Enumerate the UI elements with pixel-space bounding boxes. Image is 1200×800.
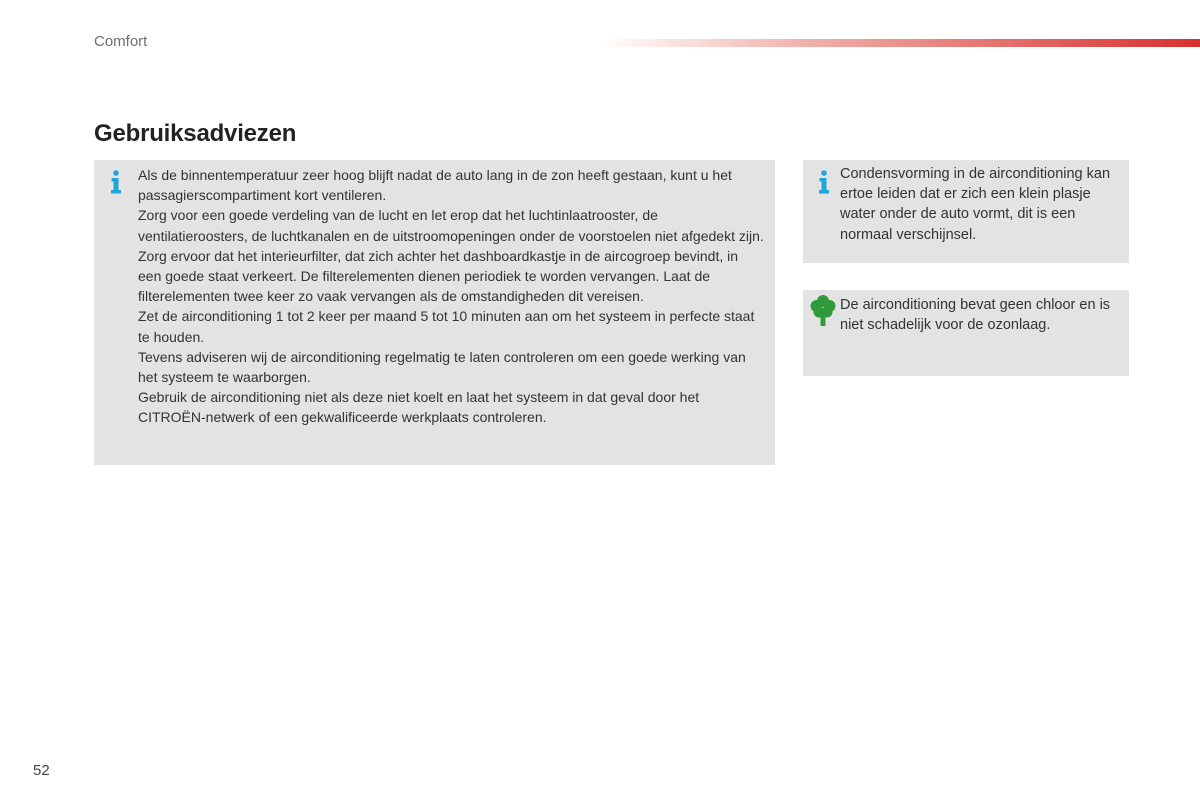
advice-paragraph-ventilate: Als de binnentemperatuur zeer hoog blijft nadat de auto lang in de zon heeft gestaan, kunt u het passagierscompartiment kort ventileren.	[138, 167, 732, 204]
advice-paragraph-air-distribution: Zorg voor een goede verdeling van de lucht en let erop dat het luchtinlaatrooster, de ventilatieroosters, de luchtkanalen en de uitstroomopeningen onder de voorstoelen niet afgedekt zijn.	[138, 207, 764, 244]
advice-box	[94, 160, 775, 465]
advice-paragraph-cabin-filter: Zorg ervoor dat het interieurfilter, dat zich achter het dashboardkastje in de aircogroep bevindt, in een goede staat verkeert. De filterelementen dienen periodiek te worden vervangen. Laat de filterelementen twee keer zo vaak vervangen als de omstandigheden dit vereisen.	[138, 247, 739, 305]
advice-paragraph-monthly-use: Zet de airconditioning 1 tot 2 keer per maand 5 tot 10 minuten aan om het systeem in perfecte staat te houden.	[138, 308, 755, 345]
page-number: 52	[33, 762, 50, 779]
advice-paragraph-not-cooling: Gebruik de airconditioning niet als deze niet koelt en laat het systeem in dat geval door het CITROËN-netwerk of een gekwalificeerde werkplaats controleren.	[138, 389, 700, 426]
tree-icon	[810, 294, 836, 326]
info-icon	[817, 170, 831, 194]
advice-paragraph-inspection: Tevens adviseren wij de airconditioning regelmatig te laten controleren om een goede werking van het systeem te waarborgen.	[138, 348, 746, 386]
eco-note-box	[803, 290, 1129, 376]
eco-note-text: De airconditioning bevat geen chloor en is niet schadelijk voor de ozonlaag.	[840, 297, 1111, 334]
page-title: Gebruiksadviezen	[94, 120, 297, 147]
header-accent-bar	[600, 39, 1200, 47]
section-label: Comfort	[94, 33, 148, 50]
info-icon	[109, 170, 123, 194]
condensation-note-box	[803, 160, 1129, 263]
condensation-note-text: Condensvorming in de airconditioning kan ertoe leiden dat er zich een klein plasje water onder de auto vormt, dit is een normaal verschijnsel.	[840, 166, 1111, 243]
